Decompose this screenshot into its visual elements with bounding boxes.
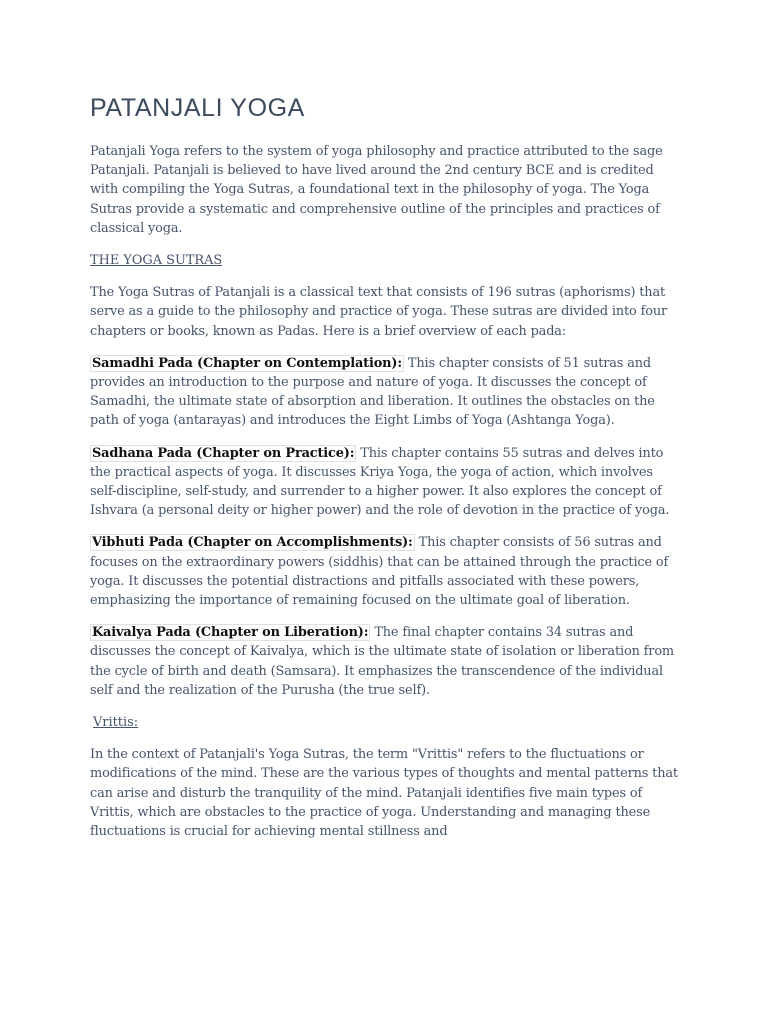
pada-paragraph-samadhi	[90, 354, 682, 431]
pada-term-samadhi: Samadhi Pada (Chapter on Contemplation):	[92, 355, 402, 371]
vrittis-paragraph: In the context of Patanjali's Yoga Sutras, the term "Vrittis" refers to the fluctuations or modifications of the mind. These are the various types of thoughts and mental patterns that can arise and disturb the tranquility of the mind. Patanjali identifies five main types of Vrittis, which are obstacles to the practice of yoga. Understanding and managing these fluctuations is crucial for achieving mental stillness and	[90, 747, 678, 840]
document-page	[90, 92, 682, 854]
pada-term-kaivalya: Kaivalya Pada (Chapter on Liberation):	[92, 625, 369, 641]
pada-term-vibhuti: Vibhuti Pada (Chapter on Accomplishments):	[92, 535, 413, 551]
pada-text-vibhuti: This chapter consists of 56 sutras and focuses on the extraordinary powers (siddhis) that can be attained through the practice of yoga. It discusses the potential distractions and pitfalls associated with these powers, emphasizing the importance of remaining focused on the ultimate goal of liberation.	[90, 535, 669, 609]
yoga-sutras-paragraph: The Yoga Sutras of Patanjali is a classical text that consists of 196 sutras (aphorisms) that serve as a guide to the philosophy and practice of yoga. These sutras are divided into four chapters or books, known as Padas. Here is a brief overview of each pada:	[90, 285, 667, 339]
pada-text-samadhi: This chapter consists of 51 sutras and provides an introduction to the purpose and nature of yoga. It discusses the concept of Samadhi, the ultimate state of absorption and liberation. It outlines the obstacles on the path of yoga (antarayas) and introduces the Eight Limbs of Yoga (Ashtanga Yoga).	[90, 355, 655, 429]
intro-paragraph: Patanjali Yoga refers to the system of yoga philosophy and practice attributed to the sage Patanjali. Patanjali is believed to have lived around the 2nd century BCE and is credited with compiling the Yoga Sutras, a foundational text in the philosophy of yoga. The Yoga Sutras provide a systematic and comprehensive outline of the principles and practices of classical yoga.	[90, 144, 663, 236]
pada-paragraph-vibhuti	[90, 533, 682, 610]
pada-paragraph-kaivalya	[90, 623, 682, 700]
section-heading-yoga-sutras: THE YOGA SUTRAS	[90, 253, 223, 269]
pada-paragraph-sadhana	[90, 444, 682, 521]
pada-text-kaivalya: The final chapter contains 34 sutras and discusses the concept of Kaivalya, which is the ultimate state of isolation or liberation from the cycle of birth and death (Samsara). It emphasizes the transcendence of the individual self and the realization of the Purusha (the true self).	[90, 625, 674, 698]
pada-term-sadhana: Sadhana Pada (Chapter on Practice):	[92, 445, 355, 461]
page-title: PATANJALI YOGA	[90, 94, 305, 122]
pada-text-sadhana: This chapter contains 55 sutras and delves into the practical aspects of yoga. It discusses Kriya Yoga, the yoga of action, which involves self-discipline, self-study, and surrender to a higher power. It also explores the concept of Ishvara (a personal deity or higher power) and the role of devotion in the practice of yoga.	[90, 445, 670, 519]
section-heading-vrittis: Vrittis:	[93, 715, 139, 731]
